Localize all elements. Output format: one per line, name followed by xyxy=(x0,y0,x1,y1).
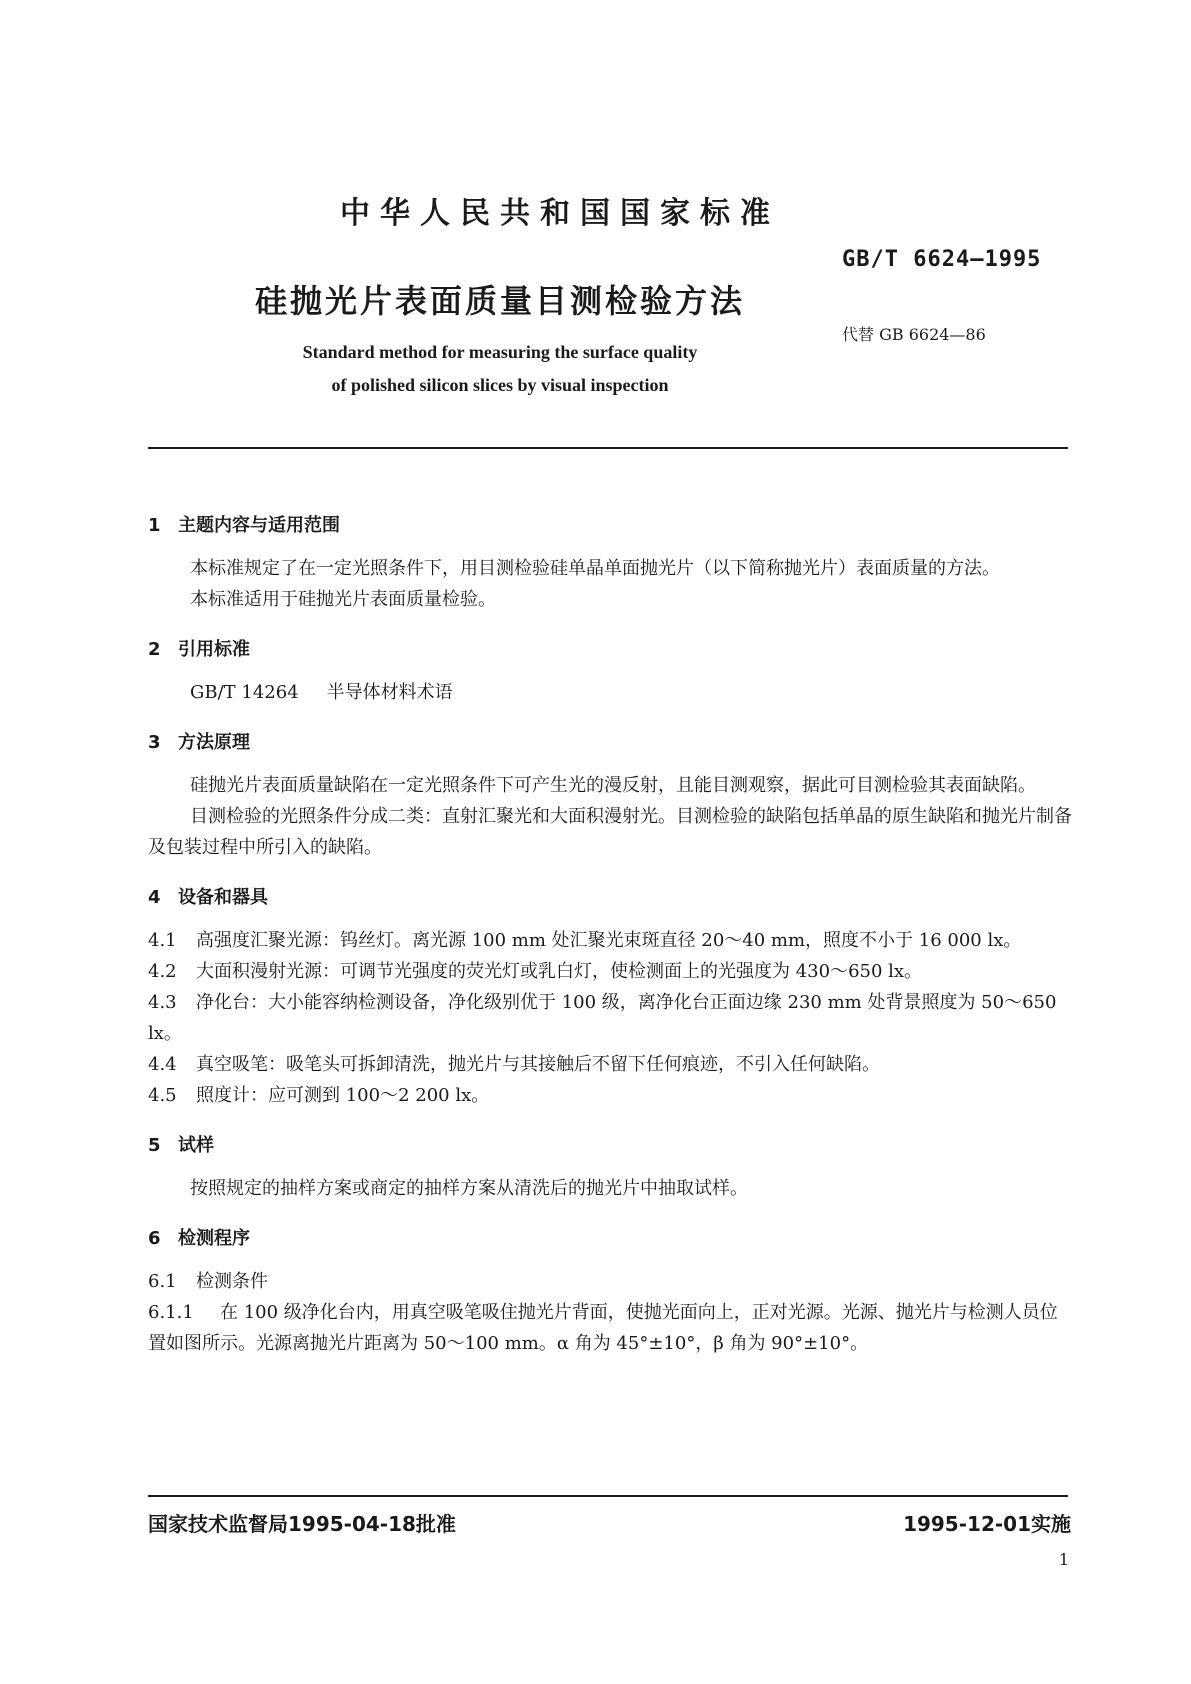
section-number: 5 xyxy=(148,1135,161,1156)
section-3-heading xyxy=(148,727,1073,758)
page-number: 1 xyxy=(1058,1550,1069,1569)
item-number: 4.5 xyxy=(148,1085,177,1106)
national-standard-title: 中华人民共和国国家标准 xyxy=(340,196,780,231)
item-text: 高强度汇聚光源：钨丝灯。离光源 100 mm 处汇聚光束斑直径 20～40 mm，照度不小于 16 000 lx。 xyxy=(196,930,1022,951)
normative-reference xyxy=(148,677,1073,708)
item-number: 4.4 xyxy=(148,1054,177,1075)
section-title: 引用标准 xyxy=(178,639,250,660)
subsection-number: 6.1 xyxy=(148,1271,177,1292)
section-1-paragraph-2: 本标准适用于硅抛光片表面质量检验。 xyxy=(190,589,496,610)
section-4-heading xyxy=(148,882,1073,913)
section-1-paragraph-1: 本标准规定了在一定光照条件下，用目测检验硅单晶单面抛光片（以下简称抛光片）表面质量的方法。 xyxy=(190,558,1000,579)
item-number: 4.2 xyxy=(148,961,177,982)
subsection-6-1-heading xyxy=(148,1266,1073,1297)
section-title: 设备和器具 xyxy=(178,887,268,908)
document-title-cn: 硅抛光片表面质量目测检验方法 xyxy=(254,282,745,320)
replaces-standard: 代替 GB 6624—86 xyxy=(842,325,986,344)
section-number: 6 xyxy=(148,1228,161,1249)
equipment-item xyxy=(148,925,1073,956)
section-title: 检测程序 xyxy=(178,1228,250,1249)
section-5-paragraph-1: 按照规定的抽样方案或商定的抽样方案从清洗后的抛光片中抽取试样。 xyxy=(190,1178,748,1199)
subsection-title: 检测条件 xyxy=(196,1271,268,1292)
implementation-date: 1995-12-01实施 xyxy=(903,1512,1071,1536)
section-title: 试样 xyxy=(178,1135,214,1156)
footer-divider xyxy=(148,1495,1068,1497)
document-title-en-line1: Standard method for measuring the surface quality xyxy=(302,342,698,362)
header-divider xyxy=(148,447,1068,449)
section-number: 4 xyxy=(148,887,161,908)
document-body xyxy=(148,510,1073,1359)
section-6-heading xyxy=(148,1223,1073,1254)
section-2-heading xyxy=(148,634,1073,665)
item-text: 净化台：大小能容纳检测设备，净化级别优于 100 级，离净化台正面边缘 230 mm 处背景照度为 50～650 lx。 xyxy=(148,992,1057,1044)
clause-text: 在 100 级净化台内，用真空吸笔吸住抛光片背面，使抛光面向上，正对光源。光源、抛光片与检测人员位置如图所示。光源离抛光片距离为 50～100 mm。α 角为 45°±10°，β 角为 90°±10°。 xyxy=(148,1302,1058,1354)
section-title: 方法原理 xyxy=(178,732,250,753)
standard-code: GB/T 6624—1995 xyxy=(842,247,1042,272)
document-title-en-line2: of polished silicon slices by visual inspection xyxy=(331,375,669,395)
section-number: 1 xyxy=(148,515,161,536)
equipment-item xyxy=(148,1049,1073,1080)
item-text: 真空吸笔：吸笔头可拆卸清洗，抛光片与其接触后不留下任何痕迹，不引入任何缺陷。 xyxy=(196,1054,880,1075)
section-3-paragraph-2: 目测检验的光照条件分成二类：直射汇聚光和大面积漫射光。目测检验的缺陷包括单晶的原生缺陷和抛光片制备及包装过程中所引入的缺陷。 xyxy=(148,806,1072,858)
approval-date: 国家技术监督局1995-04-18批准 xyxy=(148,1512,456,1536)
equipment-item xyxy=(148,987,1073,1049)
reference-code: GB/T 14264 xyxy=(190,682,299,703)
item-number: 4.3 xyxy=(148,992,177,1013)
section-5-heading xyxy=(148,1130,1073,1161)
clause-6-1-1 xyxy=(148,1297,1073,1359)
section-3-paragraph-1: 硅抛光片表面质量缺陷在一定光照条件下可产生光的漫反射，且能目测观察，据此可目测检验其表面缺陷。 xyxy=(190,775,1036,796)
reference-title: 半导体材料术语 xyxy=(326,682,453,703)
item-text: 大面积漫射光源：可调节光强度的荧光灯或乳白灯，使检测面上的光强度为 430～650 lx。 xyxy=(196,961,923,982)
clause-number: 6.1.1 xyxy=(148,1302,194,1323)
item-number: 4.1 xyxy=(148,930,177,951)
item-text: 照度计：应可测到 100～2 200 lx。 xyxy=(196,1085,490,1106)
equipment-item xyxy=(148,1080,1073,1111)
section-title: 主题内容与适用范围 xyxy=(178,515,340,536)
section-number: 2 xyxy=(148,639,161,660)
section-1-heading xyxy=(148,510,1073,541)
equipment-item xyxy=(148,956,1073,987)
section-number: 3 xyxy=(148,732,161,753)
